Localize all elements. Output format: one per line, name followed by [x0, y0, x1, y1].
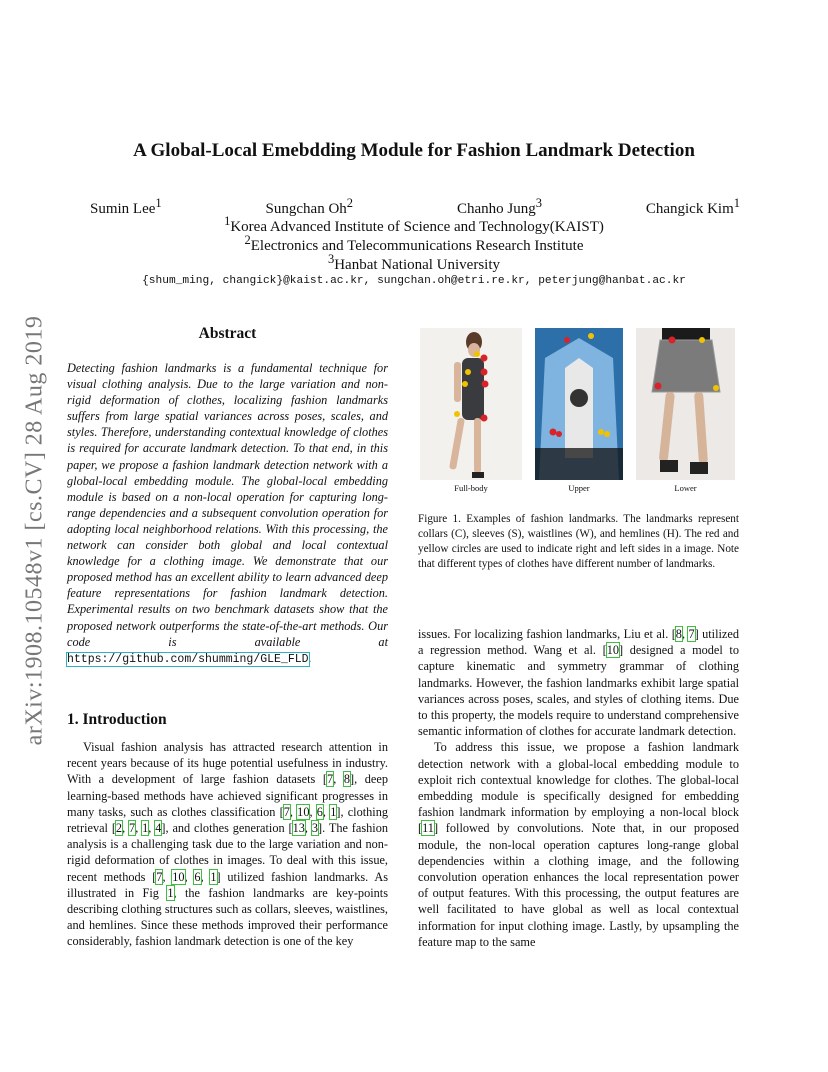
citation-link[interactable]: 10 — [606, 643, 619, 658]
arxiv-sidebar — [15, 270, 55, 790]
citation-link[interactable]: 7 — [688, 627, 695, 641]
author: Sumin Lee$^1$ — [90, 196, 162, 217]
abstract-text: Detecting fashion landmarks is a fundamental technique for visual clothing analysis. Due to the large variation and non-rigid deformation of clothes, localizing fashion landmarks suffers from large spatial variances across poses, scales, and styles. Therefore, understanding contextual knowledge of clothes is required for accurate landmark detection. To that end, in this paper, we propose a fashion landmark detection network with a global-local embedding module. The global-local embedding module is based on a non-local operation for capturing long-range dependencies and a subsequent convolution operation for adopting local neighborhood relations. With this processing, the network can consider both global and local contextual knowledge for a clothing image. We demonstrate that our proposed method has an excellent ability to learn advanced deep feature representations for fashion landmark detection. Experimental results on two benchmark datasets show that the proposed network outperforms the state-of-the-art methods. Our code is available at https://github.com/shumming/GLE_FLD. — [67, 361, 388, 666]
intro-text — [67, 739, 388, 950]
paper-title: A Global-Local Emebdding Module for Fashion Landmark Detection — [133, 140, 695, 161]
citation-link[interactable]: 6 — [194, 869, 201, 884]
author: Changick Kim$^1$ — [645, 196, 740, 217]
figure-image-full-body — [420, 328, 522, 480]
figure-label: Full-body — [454, 483, 488, 493]
section-heading-introduction: 1. Introduction — [67, 711, 167, 728]
figure-label: Lower — [674, 483, 697, 493]
citation-link[interactable]: 1 — [210, 869, 217, 884]
citation-link[interactable]: 7 — [283, 804, 290, 819]
abstract-heading: Abstract — [198, 325, 257, 342]
paragraph: To address this issue, we propose a fashion landmark detection network with a global-local embedding module to exploit rich contextual knowledge for clothes. The global-local embedding module is specifically designed for embedding fashion landmark information by employing a non-local block [11] followed by convolutions. Note that, in our proposed module, the non-local operation captures long-range global dependencies within a clothing image, and the following convolution operation enhances the local representation power of output features. With this processing, the output features are well facilitated to have global as well as local contextual information for input clothing image. Lastly, by upsampling the feature map to the same — [418, 740, 739, 949]
citation-link[interactable]: 7 — [327, 772, 334, 787]
citation-link[interactable]: 1 — [167, 885, 174, 900]
author-emails: {shum_ming, changick}@kaist.ac.kr, sungchan.oh@etri.re.kr, peterjung@hanbat.ac.kr — [142, 275, 686, 287]
citation-link[interactable]: 7 — [129, 821, 136, 836]
author: Chanho Jung$^3$ — [456, 196, 542, 217]
citation-link[interactable]: 1 — [142, 821, 149, 836]
citation-link[interactable]: 13 — [292, 821, 305, 836]
figure-image-upper — [535, 328, 623, 480]
affiliation: $^1$Korea Advanced Institute of Science and Technology(KAIST) — [224, 214, 604, 235]
paragraph: Visual fashion analysis has attracted research attention in recent years because of its huge potential usefulness in industry. With a development of large fashion datasets [7, 8], deep learning-based methods have achieved significant progresses in many tasks, such as clothes classification [7, 10, 6, 1], clothing retrieval [2, 7, 1, 4], and clothes generation [13, 3]. The fashion analysis is a challenging task due to the large variation and non-rigid deformation of clothes in images. To deal with this issue, recent methods [7, 10, 6, 1] utilized fashion landmarks. As illustrated in Fig 1, the fashion landmarks are key-points describing clothing structures such as collars, sleeves, waistlines, and hemlines. Since these methods improved their performance considerably, fashion landmark detection is one of the key — [67, 740, 389, 949]
code-link[interactable]: https://github.com/shumming/GLE_FLD — [67, 652, 309, 666]
citation-link[interactable]: 10 — [297, 804, 310, 819]
citation-link[interactable]: 3 — [311, 821, 319, 836]
author: Sungchan Oh$^2$ — [265, 196, 354, 217]
citation-link[interactable]: 2 — [115, 821, 123, 836]
figure-image-lower — [636, 328, 735, 480]
citation-link[interactable]: 8 — [343, 772, 351, 787]
affiliation: $^2$Electronics and Telecommunications Research Institute — [244, 233, 584, 254]
affiliation: $^3$Hanbat National University — [327, 252, 501, 273]
citation-link[interactable]: 1 — [330, 804, 337, 819]
paragraph: issues. For localizing fashion landmarks, Liu et al. [8, 7] utilized a regression method. Wang et al. [10] designed a model to capture kinematic and symmetry grammar of clothing landmarks. However, the fashion landmarks exhibit large spatial variances across poses, scales, and styles of clothing items. Due to this property, the models require to understand comprehensive semantic information of clothes for accurate landmark detection. — [418, 627, 739, 739]
arxiv-id: arXiv:1908.10548v1 [cs.CV] 28 Aug 2019 — [21, 315, 48, 745]
citation-link[interactable]: 8 — [675, 627, 682, 641]
figure-caption: Figure 1. Examples of fashion landmarks. The landmarks represent collars (C), sleeves (S), waistlines (W), and hemlines (H). The red and yellow circles are used to indicate right and left sides in a image. Note that different types of clothes have different number of landmarks. — [418, 513, 739, 570]
right-column-text — [418, 626, 739, 950]
citation-link[interactable]: 6 — [316, 804, 323, 819]
citation-link[interactable]: 7 — [156, 869, 163, 884]
figure-label: Upper — [568, 483, 590, 493]
citation-link[interactable]: 11 — [422, 821, 434, 836]
citation-link[interactable]: 4 — [155, 821, 162, 836]
citation-link[interactable]: 10 — [172, 869, 185, 884]
